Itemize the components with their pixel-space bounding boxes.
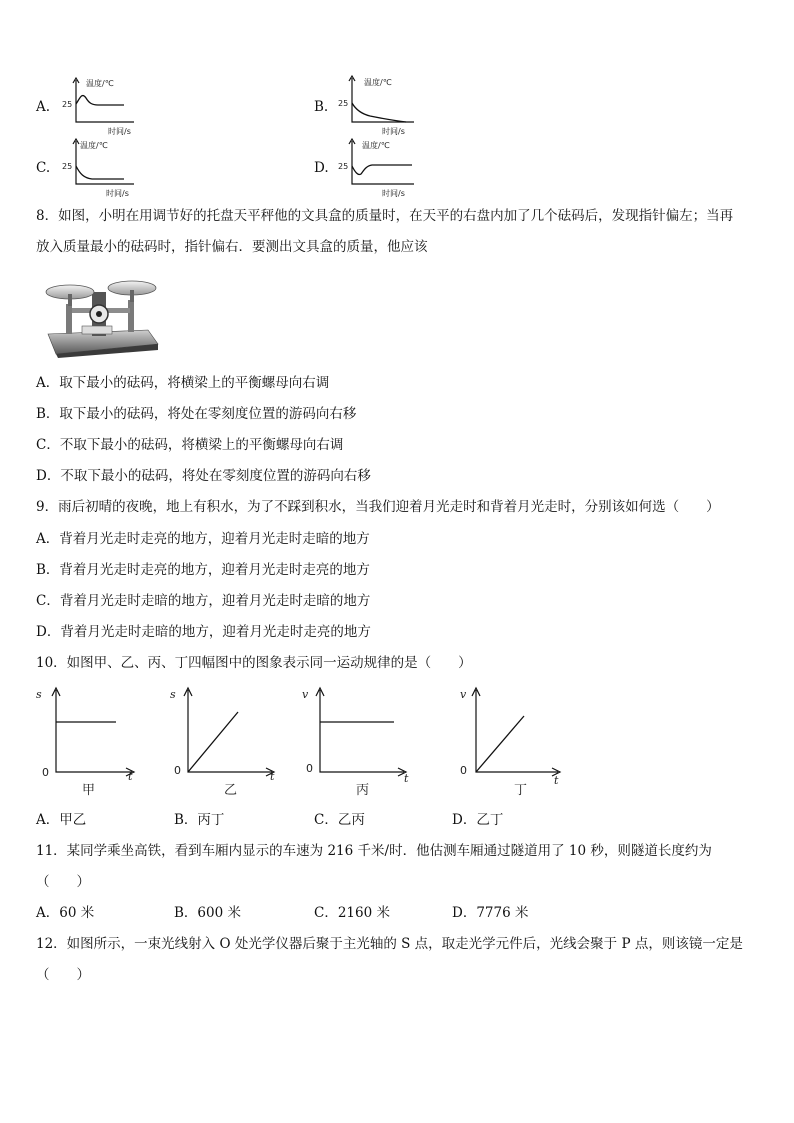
q7-graph-a-ylabel: 温度/℃ xyxy=(86,79,114,88)
q11-stem-line-2: （ ） xyxy=(36,874,90,890)
q7-graph-a xyxy=(58,78,138,136)
option-letter: C. xyxy=(36,160,51,176)
q7-graph-d-xlabel: 时间/s xyxy=(382,189,405,198)
q7-graph-b-xlabel: 时间/s xyxy=(382,127,405,136)
q7-graph-c-ylabel: 温度/℃ xyxy=(80,141,108,150)
q11-option-b[interactable]: B．600 米 xyxy=(174,905,241,921)
q10-graph-jia xyxy=(34,686,144,800)
graph-origin: 0 xyxy=(42,766,49,779)
q7-graph-a-tick: 25 xyxy=(62,100,73,109)
graph-name: 甲 xyxy=(82,783,96,798)
q10-graph-ding xyxy=(456,686,568,800)
graph-xlabel: t xyxy=(128,770,133,783)
q10-option-c[interactable]: C．乙丙 xyxy=(314,812,365,828)
q7-graph-c-tick: 25 xyxy=(62,162,73,171)
graph-name: 乙 xyxy=(224,783,238,798)
option-letter: D. xyxy=(314,160,329,176)
q7-graph-a-xlabel: 时间/s xyxy=(108,127,131,136)
graph-origin: 0 xyxy=(460,764,467,777)
q9-stem: 9．雨后初晴的夜晚，地上有积水，为了不踩到积水，当我们迎着月光走时和背着月光走时，分别该如何选（ ） xyxy=(36,499,720,515)
graph-ylabel: v xyxy=(460,688,467,701)
q8-option-c[interactable]: C．不取下最小的砝码，将横梁上的平衡螺母向右调 xyxy=(36,437,344,453)
q10-option-d[interactable]: D．乙丁 xyxy=(452,812,504,828)
q7-graph-d xyxy=(336,138,418,198)
graph-ylabel: s xyxy=(36,688,42,701)
q11-option-d[interactable]: D．7776 米 xyxy=(452,905,529,921)
q7-graph-b xyxy=(336,76,418,136)
q12-stem-line-2: （ ） xyxy=(36,967,90,983)
q10-option-b[interactable]: B．丙丁 xyxy=(174,812,225,828)
q7-graph-d-ylabel: 温度/℃ xyxy=(362,141,390,150)
q12-stem-line-1: 12．如图所示，一束光线射入 O 处光学仪器后聚于主光轴的 S 点，取走光学元件后，光线会聚于 P 点，则该镜一定是 xyxy=(36,936,743,952)
q10-graph-bing xyxy=(300,686,414,800)
option-letter: A. xyxy=(36,99,51,115)
q11-stem-line-1: 11．某同学乘坐高铁，看到车厢内显示的车速为 216 千米/时．他估测车厢通过隧道用了 10 秒，则隧道长度约为 xyxy=(36,843,712,859)
graph-origin: 0 xyxy=(174,764,181,777)
q8-stem-line-2: 放入质量最小的砝码时，指针偏右．要测出文具盒的质量，他应该 xyxy=(36,239,428,255)
q7-graph-d-tick: 25 xyxy=(338,162,349,171)
q7-graph-c-xlabel: 时间/s xyxy=(106,189,129,198)
q10-stem: 10．如图甲、乙、丙、丁四幅图中的图象表示同一运动规律的是（ ） xyxy=(36,655,472,671)
graph-xlabel: t xyxy=(554,774,559,787)
q11-option-a[interactable]: A．60 米 xyxy=(36,905,95,921)
graph-xlabel: t xyxy=(270,770,275,783)
q10-graph-yi xyxy=(168,686,280,800)
option-letter: B. xyxy=(314,99,329,115)
graph-name: 丁 xyxy=(514,783,528,798)
q7-graph-c xyxy=(58,138,138,198)
q9-option-a[interactable]: A．背着月光走时走亮的地方，迎着月光走时走暗的地方 xyxy=(36,531,370,547)
q9-option-c[interactable]: C．背着月光走时走暗的地方，迎着月光走时走暗的地方 xyxy=(36,593,371,609)
q7-graph-b-tick: 25 xyxy=(338,99,349,108)
q8-option-b[interactable]: B．取下最小的砝码，将处在零刻度位置的游码向右移 xyxy=(36,406,357,422)
q11-option-c[interactable]: C．2160 米 xyxy=(314,905,390,921)
q9-option-b[interactable]: B．背着月光走时走亮的地方，迎着月光走时走亮的地方 xyxy=(36,562,370,578)
graph-xlabel: t xyxy=(404,772,409,785)
q8-stem-line-1: 8．如图，小明在用调节好的托盘天平秤他的文具盒的质量时，在天平的右盘内加了几个砝码后，发现指针偏左；当再 xyxy=(36,208,734,224)
balance-scale-image xyxy=(42,270,158,358)
q7-graph-b-ylabel: 温度/℃ xyxy=(364,78,392,87)
graph-ylabel: s xyxy=(170,688,176,701)
graph-ylabel: v xyxy=(302,688,309,701)
q9-option-d[interactable]: D．背着月光走时走暗的地方，迎着月光走时走亮的地方 xyxy=(36,624,371,640)
q8-option-d[interactable]: D．不取下最小的砝码，将处在零刻度位置的游码向右移 xyxy=(36,468,371,484)
q10-option-a[interactable]: A．甲乙 xyxy=(36,812,87,828)
graph-name: 丙 xyxy=(356,783,370,798)
graph-origin: 0 xyxy=(306,762,313,775)
q8-option-a[interactable]: A．取下最小的砝码，将横梁上的平衡螺母向右调 xyxy=(36,375,330,391)
